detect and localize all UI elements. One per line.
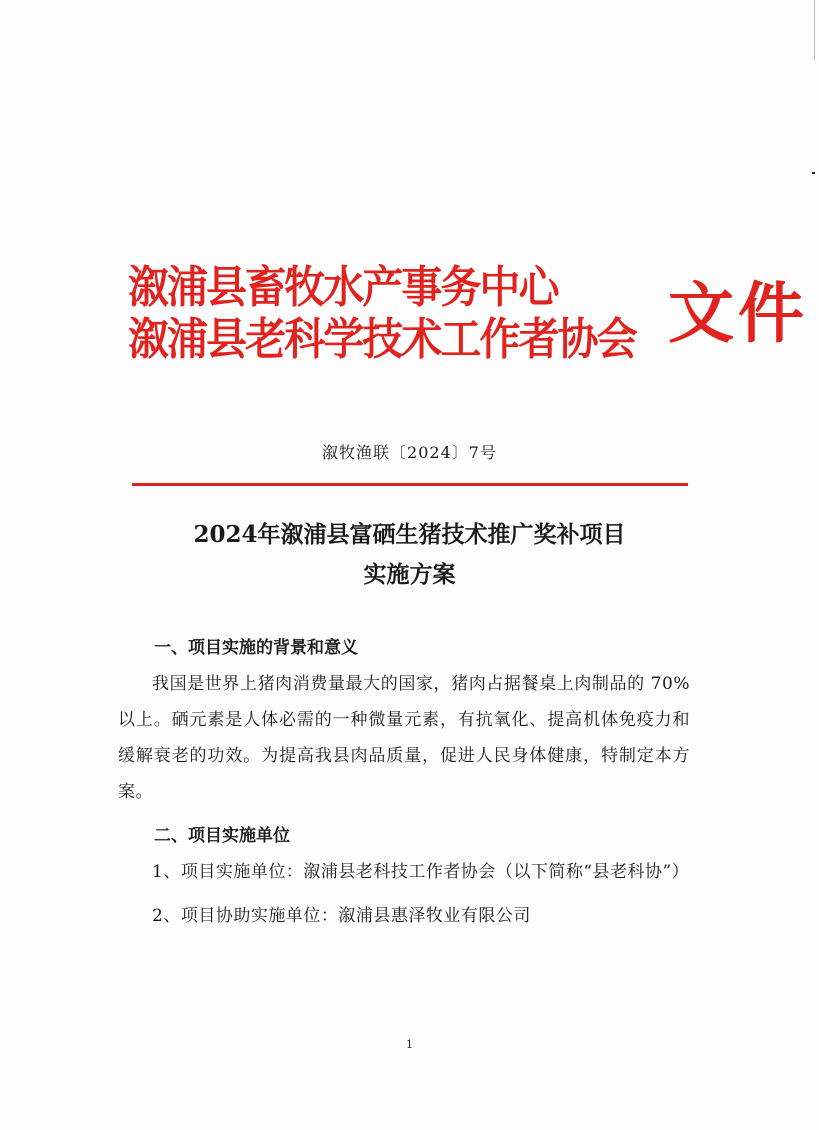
title-line-1: 2024年溆浦县富硒生猪技术推广奖补项目 bbox=[193, 521, 626, 548]
document-word: 文件 bbox=[668, 275, 808, 352]
section-2-item-2: 2、项目协助实施单位：溆浦县惠泽牧业有限公司 bbox=[152, 906, 531, 926]
red-divider bbox=[132, 483, 688, 486]
section-2-item-1: 1、项目实施单位：溆浦县老科技工作者协会（以下简称“县老科协”） bbox=[152, 862, 690, 882]
document-header bbox=[128, 262, 808, 366]
document-title bbox=[0, 515, 819, 595]
section-1-paragraph: 我国是世界上猪肉消费量最大的国家，猪肉占据餐桌上肉制品的 70%以上。硒元素是人体必需的一种微量元素，有抗氧化、提高机体免疫力和缓解衰老的功效。为提高我县肉品质量，促进人民身体健康，特制定本方案。 bbox=[118, 674, 690, 802]
document-number: 溆牧渔联〔2024〕7号 bbox=[322, 443, 497, 462]
issuer-block bbox=[128, 262, 674, 366]
section-2-heading: 二、项目实施单位 bbox=[154, 826, 290, 846]
document-body bbox=[118, 630, 690, 934]
page-number: 1 bbox=[406, 1038, 413, 1051]
title-line-2: 实施方案 bbox=[363, 561, 456, 588]
scan-edge bbox=[814, 0, 815, 60]
section-1-heading: 一、项目实施的背景和意义 bbox=[154, 638, 358, 658]
issuer-1: 溆浦县畜牧水产事务中心 bbox=[128, 262, 558, 313]
scan-mark bbox=[812, 172, 815, 174]
issuer-2: 溆浦县老科学技术工作者协会 bbox=[128, 314, 636, 365]
